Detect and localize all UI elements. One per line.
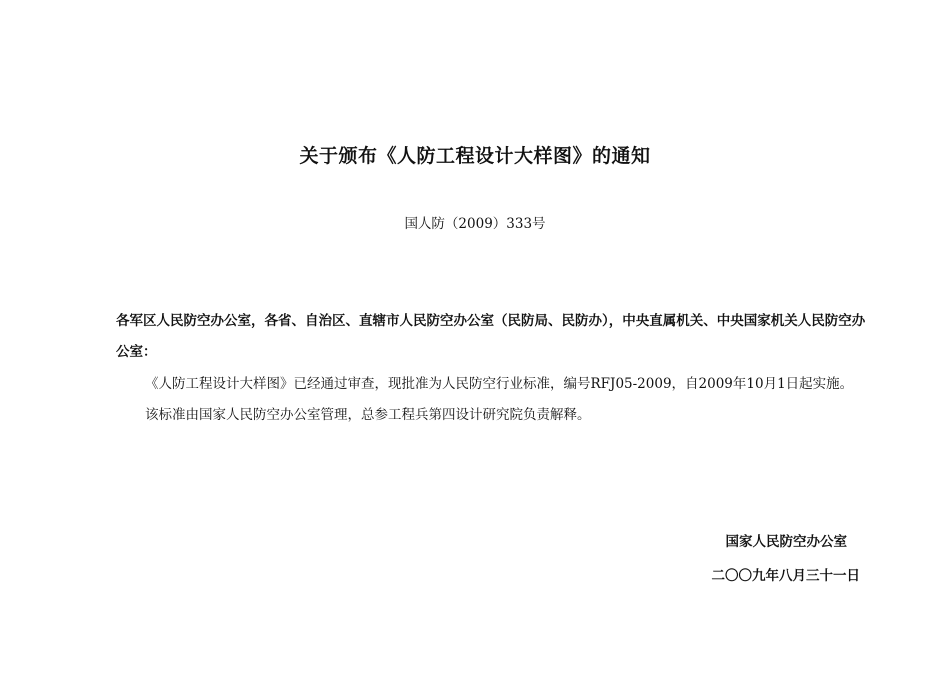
issue-date: 二〇〇九年八月三十一日 xyxy=(711,568,860,584)
document-number: 国人防（2009）333号 xyxy=(404,216,546,232)
body-paragraph: 《人防工程设计大样图》已经通过审查，现批准为人民防空行业标准，编号RFJ05-2009，自2009年10月1日起实施。 xyxy=(145,376,854,392)
body-paragraph: 该标准由国家人民防空办公室管理，总参工程兵第四设计研究院负责解释。 xyxy=(145,407,591,423)
signing-authority: 国家人民防空办公室 xyxy=(725,534,847,550)
notice-title: 关于颁布《人防工程设计大样图》的通知 xyxy=(299,145,651,167)
addressee: 各军区人民防空办公室，各省、自治区、直辖市人民防空办公室（民防局、民防办），中央直属机关、中央国家机关人民防空办公室： xyxy=(116,313,866,360)
